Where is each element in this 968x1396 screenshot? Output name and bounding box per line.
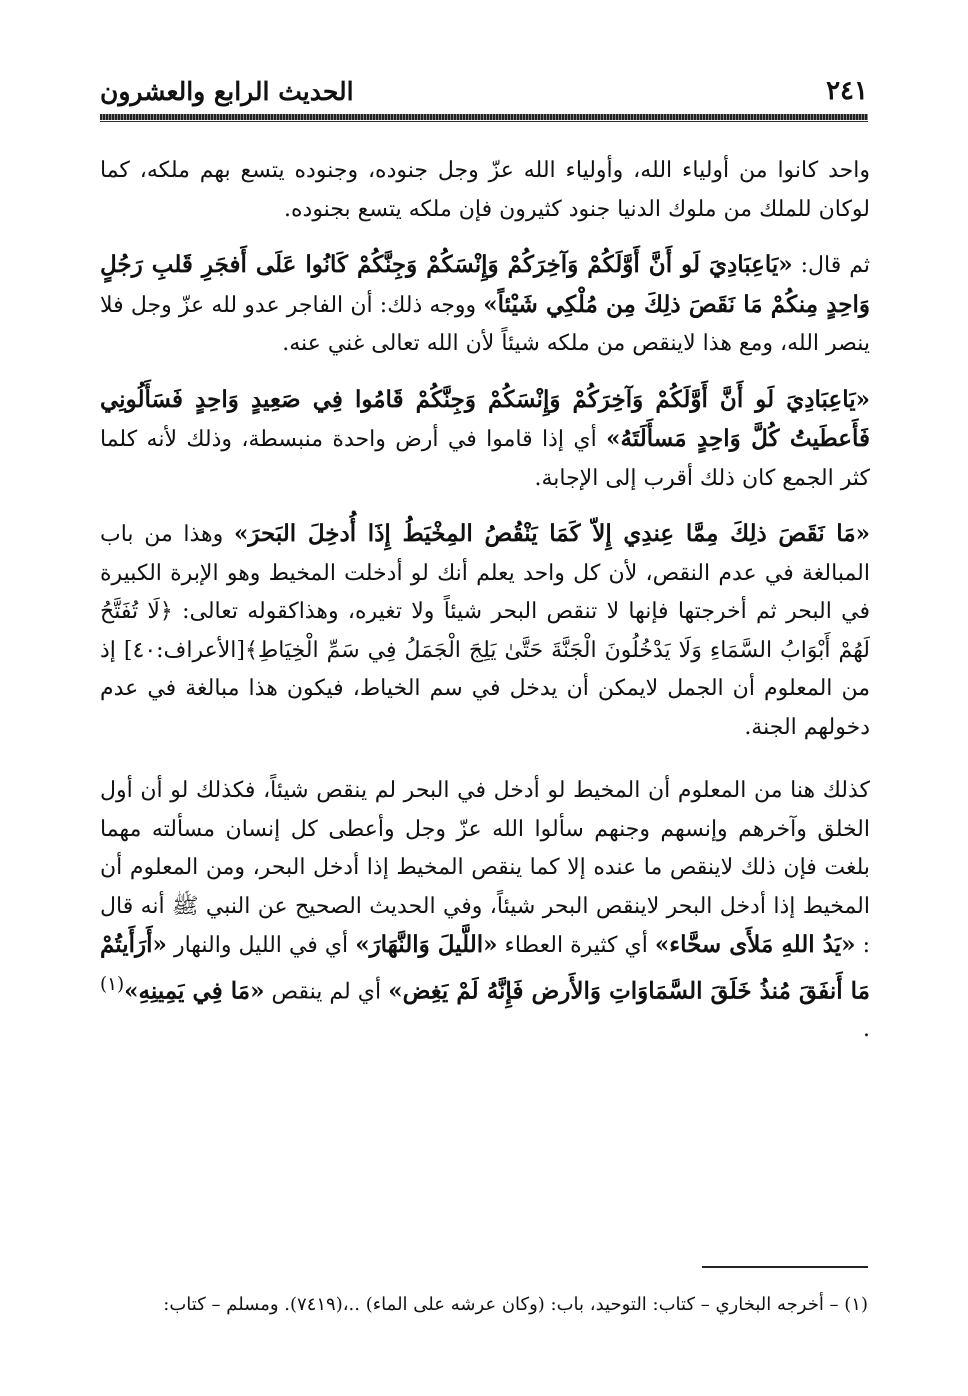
paragraph-5-end: .	[863, 1017, 870, 1043]
footnote-reference[interactable]: (١)	[100, 973, 125, 995]
paragraph-2-commentary: ووجه ذلك: أن الفاجر عدو لله عزّ وجل فلا ينصر الله، ومع هذا لاينقص من ملكه شيئاً لأن الله تعالى غني عنه.	[100, 292, 870, 356]
hadith-quote: «اللَّيلَ وَالنَّهَارَ»	[355, 931, 498, 958]
hadith-quote: «مَا نَقَصَ ذلِكَ مِمَّا عِندِي إِلاّ كَمَا يَنْقُصُ المِخْيَطُ إِذَا أُدخِلَ البَحرَ»	[233, 520, 871, 547]
paragraph-4	[100, 515, 870, 747]
main-text	[100, 152, 870, 1067]
footnote-separator	[702, 1266, 868, 1268]
page-header	[100, 68, 868, 114]
paragraph-5-text: أي في الليل والنهار	[166, 933, 356, 958]
hadith-quote: «يَدُ اللهِ مَلأَى سحَّاء»	[654, 931, 856, 958]
running-title: الحديث الرابع والعشرون	[100, 76, 354, 106]
paragraph-5-text: أي لم ينقص	[264, 978, 389, 1004]
hadith-quote: «أَرَأَيتُمْ مَا أَنفَقَ مُنذُ خَلَقَ السَّمَاوَاتِ وَالأَرض فَإِنَّهُ لَمْ يَغِض»	[100, 931, 871, 1004]
header-rule-thin	[100, 121, 868, 122]
hadith-quote: «يَاعِبَادِيَ لَو أَنَّ أَوَّلَكُمْ وَآخِرَكُمْ وَإِنْسَكُمْ وَجِنَّكُمْ كَانُوا عَلَى أَفجَرِ قَلبِ رَجُلٍ وَاحِدٍ مِنكُمْ مَا نَقَصَ ذلِكَ مِن مُلْكِي شَيْئاً»	[100, 251, 871, 318]
hadith-quote: «يَاعِبَادِيَ لَو أَنَّ أَوَّلَكُمْ وَآخِرَكُمْ وَإِنْسَكُمْ وَجِنَّكُمْ قَامُوا فِي صَعِيدٍ وَاحِدٍ فَسَأَلُونِي فَأَعطَيتُ كُلَّ وَاحِدٍ مَسأَلَتَهُ»	[100, 385, 871, 452]
paragraph-5-text: كذلك هنا من المعلوم أن المخيط لو أدخل في البحر لم ينقص شيئاً، فكذلك لو أن أول الخلق وآخرهم وإنسهم وجنهم سألوا الله عزّ وجل وأعطى كل إنسان مسألته مهما بلغت فإن ذلك لاينقص ما عنده إلا كما ينقص المخيط إذا أدخل البحر، ومن المعلوم أن المخيط إذا أدخل البحر لاينقص البحر شيئاً، وفي الحديث الصحيح عن النبي ﷺ أنه قال :	[100, 778, 870, 958]
paragraph-5	[100, 772, 870, 1050]
paragraph-3	[100, 381, 870, 499]
paragraph-5-text: أي كثيرة العطاء	[497, 933, 655, 958]
hadith-quote: «مَا فِي يَمِينِهِ»	[124, 976, 265, 1004]
header-rule	[100, 114, 868, 120]
paragraph-2-intro: ثم قال:	[792, 253, 870, 278]
page-number: ٢٤١	[826, 76, 868, 106]
paragraph-3-commentary: أي إذا قاموا في أرض واحدة منبسطة، وذلك لأنه كلما كثر الجمع كان ذلك أقرب إلى الإجابة.	[100, 427, 870, 491]
paragraph-4-commentary: وهذا من باب المبالغة في عدم النقص، لأن كل واحد يعلم أنك لو أدخلت المخيط وهو الإبرة الكبيرة في البحر ثم أخرجتها فإنها لا تنقص البحر شيئاً ولا تغيره، وهذاكقوله تعالى: ﴿لَا تُفَتَّحُ لَهُمْ أَبْوَابُ السَّمَاءِ وَلَا يَدْخُلُونَ الْجَنَّةَ حَتَّىٰ يَلِجَ الْجَمَلُ فِي سَمِّ الْخِيَاطِ﴾[الأعراف:٤٠] إذ من المعلوم أن الجمل لايمكن أن يدخل في سم الخياط، فيكون هذا مبالغة في عدم دخولهم الجنة.	[100, 522, 870, 740]
paragraph-1: واحد كانوا من أولياء الله، وأولياء الله عزّ وجل جنوده، وجنوده يتسع بهم ملكه، كما لوكان للملك من ملوك الدنيا جنود كثيرون فإن ملكه يتسع بجنوده.	[100, 158, 870, 222]
paragraph-2	[100, 246, 870, 364]
footnote: (١) – أخرجه البخاري – كتاب: التوحيد، باب: (وكان عرشه على الماء) ..،(٧٤١٩). ومسلم – كتاب:	[163, 1294, 868, 1315]
